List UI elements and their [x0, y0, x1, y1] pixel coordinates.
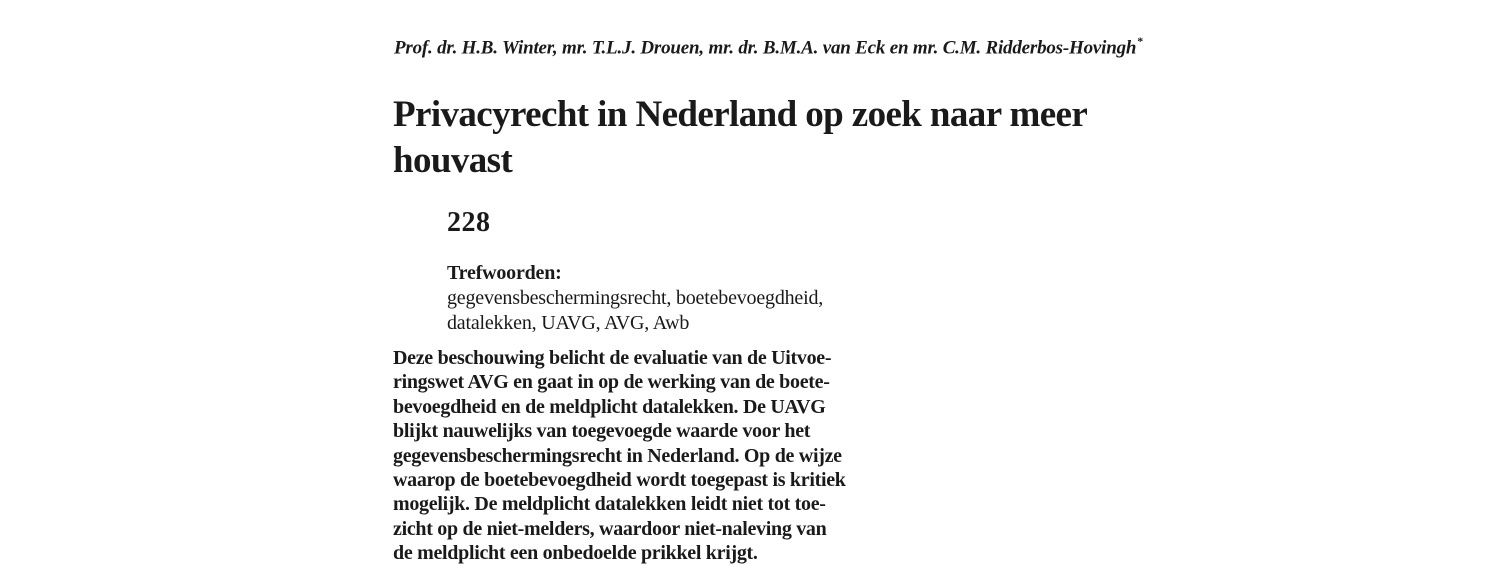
abstract [393, 346, 846, 566]
keywords-line: datalekken, UAVG, AVG, Awb [447, 312, 690, 334]
abstract-line: zicht op de niet-melders, waardoor niet-naleving van [393, 517, 827, 540]
abstract-line: gegevensbeschermingsrecht in Nederland. Op de wijze [393, 444, 842, 467]
authors-text: Prof. dr. H.B. Winter, mr. T.L.J. Drouen, mr. dr. B.M.A. van Eck en mr. C.M. Ridderbos-Hovingh [394, 37, 1137, 59]
author-footnote-marker: * [1137, 34, 1144, 48]
keywords-block [447, 261, 823, 336]
article-number: 228 [447, 207, 491, 238]
keywords-line: gegevensbeschermingsrecht, boetebevoegdheid, [447, 287, 824, 309]
abstract-line: ringswet AVG en gaat in op de werking van de boete- [393, 371, 830, 394]
abstract-line: Deze beschouwing belicht de evaluatie van de Uitvoe- [393, 347, 832, 369]
abstract-line: waarop de boetebevoegdheid wordt toegepast is kritiek [393, 469, 846, 492]
article-title-line: Privacyrecht in Nederland op zoek naar meer [393, 94, 1088, 135]
abstract-line: de meldplicht een onbedoelde prikkel krijgt. [393, 542, 758, 565]
abstract-line: mogelijk. De meldplicht datalekken leidt niet tot toe- [393, 493, 826, 516]
article-title-line: houvast [393, 140, 513, 181]
keywords-label: Trefwoorden: [447, 262, 562, 284]
authors-line [394, 30, 1143, 60]
abstract-line: blijkt nauwelijks van toegevoegde waarde voor het [393, 420, 811, 443]
abstract-line: bevoegdheid en de meldplicht datalekken. De UAVG [393, 395, 826, 418]
article-title [393, 92, 1087, 184]
